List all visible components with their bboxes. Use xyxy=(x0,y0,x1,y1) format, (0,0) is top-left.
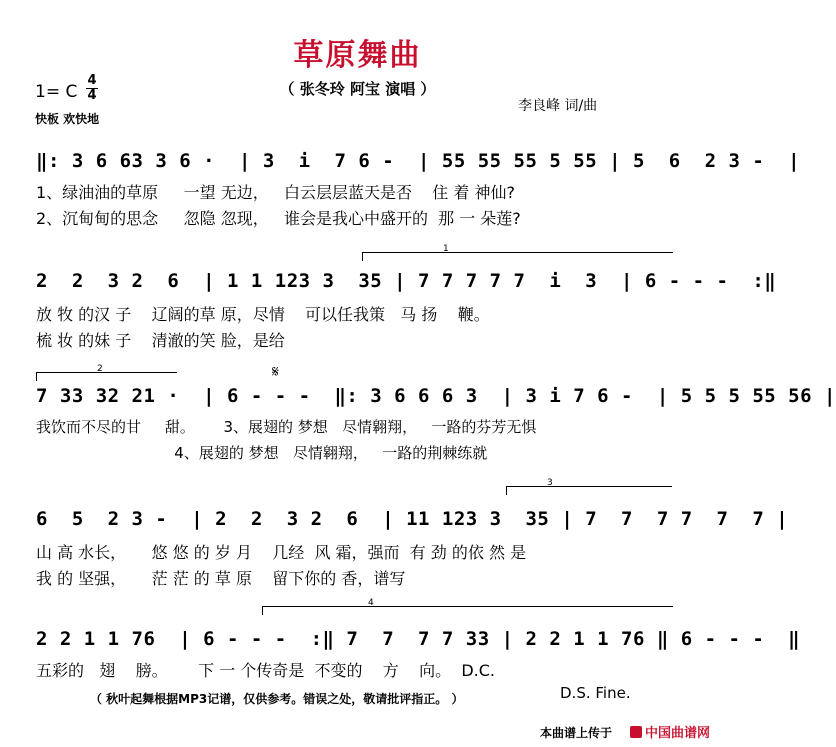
time-signature xyxy=(85,74,99,103)
tempo-marking: 快板 欢快地 xyxy=(35,112,100,126)
notes-row-5: 2 2 1 1 76 | 6 - - - :‖ 7 7 7 7 33 | 2 2 1 1 76 ‖ 6 - - - ‖ xyxy=(36,628,801,650)
lyric-row-2-verse-2: 梳 妆 的妹 子 清澈的笑 脸，是给 xyxy=(36,331,285,350)
lyric-row-5: 五彩的 翅 膀。 下 一 个传奇是 不变的 方 向。 D.C. xyxy=(36,661,495,680)
site-name: 中国曲谱网 xyxy=(645,726,711,741)
volta-3-number: 3 xyxy=(547,478,553,488)
lyric-row-2-verse-1: 放 牧 的汉 子 辽阔的草 原，尽情 可以任我策 马 扬 鞭。 xyxy=(36,305,490,324)
volta-1-number: 1 xyxy=(443,244,449,254)
volta-1-bracket xyxy=(362,244,673,261)
transcriber-note: （ 秋叶起舞根据MP3记谱，仅供参考。错误之处，敬请批评指正。 ） xyxy=(90,692,464,706)
notes-row-4: 6 5 2 3 - | 2 2 3 2 6 | 11 123 3 35 | 7 7 7 7 7 7 | xyxy=(36,508,789,530)
key-signature: 1= C xyxy=(35,82,78,102)
volta-4-bracket xyxy=(262,598,673,615)
site-logo xyxy=(630,722,710,741)
lyric-row-1-verse-1: 1、绿油油的草原 一望 无边， 白云层层蓝天是否 住 着 神仙? xyxy=(36,183,515,202)
lyric-row-4-verse-1: 山 高 水长， 悠 悠 的 岁 月 几经 风 霜，强而 有 劲 的依 然 是 xyxy=(36,543,527,562)
lyric-row-3-verse-2: 4、展翅的 梦想 尽情翱翔， 一路的荆棘练就 xyxy=(36,444,488,462)
volta-3-bracket xyxy=(506,478,672,495)
notes-row-2: 2 2 3 2 6 | 1 1 123 3 35 | 7 7 7 7 7 i 3 | 6 - - - :‖ xyxy=(36,270,777,292)
time-signature-bottom: 4 xyxy=(87,88,97,103)
volta-2-bracket xyxy=(36,364,177,381)
notes-row-3: 7 33 32 21 · | 6 - - - ‖: 3 6 6 6 3 | 3 i 7 6 - | 5 5 5 55 56 | xyxy=(36,385,836,407)
ds-fine-marking: D.S. Fine. xyxy=(560,684,631,702)
volta-2-number: 2 xyxy=(97,364,103,374)
singers: （ 张冬玲 阿宝 演唱 ） xyxy=(279,80,436,98)
lyric-row-1-verse-2: 2、沉甸甸的思念 忽隐 忽现， 谁会是我心中盛开的 那 一 朵莲? xyxy=(36,209,521,228)
composer: 李良峰 词/曲 xyxy=(518,98,598,114)
lyric-row-4-verse-2: 我 的 坚强， 茫 茫 的 草 原 留下你的 香，谱写 xyxy=(36,569,406,588)
notes-row-1: ‖: 3 6 63 3 6 · | 3 i 7 6 - | 55 55 55 5 55 | 5 6 2 3 - | xyxy=(36,150,801,172)
upload-label: 本曲谱上传于 xyxy=(540,726,613,740)
volta-4-number: 4 xyxy=(368,598,374,608)
segno-sign: 𝄋 xyxy=(272,362,279,381)
time-signature-top: 4 xyxy=(87,73,97,88)
site-logo-icon xyxy=(630,726,642,738)
lyric-row-3-verse-1: 我饮而不尽的甘 甜。 3、展翅的 梦想 尽情翱翔， 一路的芬芳无惧 xyxy=(36,418,537,436)
song-title: 草原舞曲 xyxy=(293,38,422,73)
